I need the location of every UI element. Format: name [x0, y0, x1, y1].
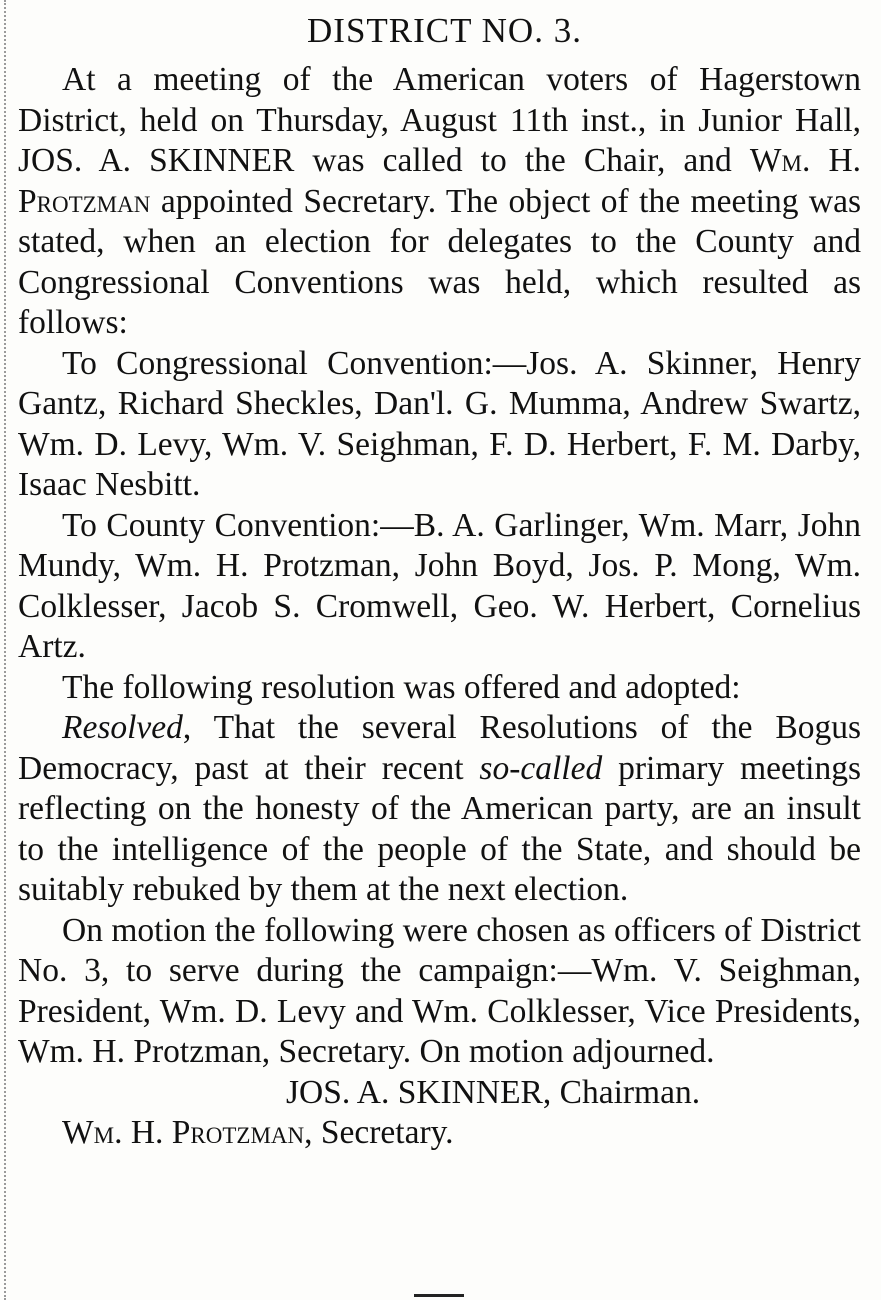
meeting-text: At a meeting of the American voters of Hagerstown District, held on Thursday, August 11th inst., in Junior Hall, JOS. A. SKINNER was called to the Chair, and: [18, 61, 861, 179]
resolution-text-rest: primary meetings reflecting on the honesty of the American party, are an insult to the intelligence of the people of the State, and should be suitably rebuked by them at the next election.: [18, 749, 862, 908]
chairman-signature: JOS. A. SKINNER, Chairman.: [286, 1073, 701, 1111]
resolution-paragraph: [18, 708, 861, 911]
secretary-signature-title: , Secretary.: [304, 1114, 454, 1151]
so-called-word: so-called: [479, 749, 603, 787]
resolution-text: , That the several Resolutions of the Bogus Democracy, past at their recent: [18, 709, 861, 787]
column-rule: [4, 0, 6, 1300]
meeting-text-rest: appointed Secretary. The object of the meeting was stated, when an election for delegates to the County and Congressional Conventions was held, which resulted as follows:: [18, 182, 862, 341]
end-rule: [414, 1294, 464, 1297]
resolved-word: Resolved: [62, 709, 183, 746]
secretary-signature: [62, 1113, 861, 1154]
county-delegates-paragraph: To County Convention:—B. A. Garlinger, Wm. Marr, John Mundy, Wm. H. Protzman, John Boyd, Jos. P. Mong, Wm. Colklesser, Jacob S. Cromwell, Geo. W. Herbert, Cornelius Artz.: [18, 506, 861, 665]
congressional-delegates-paragraph: To Congressional Convention:—Jos. A. Skinner, Henry Gantz, Richard Sheckles, Dan'l. G. Mumma, Andrew Swartz, Wm. D. Levy, Wm. V. Seighman, F. D. Herbert, F. M. Darby, Isaac Nesbitt.: [18, 344, 861, 503]
resolution-intro-paragraph: The following resolution was offered and adopted:: [62, 668, 741, 706]
secretary-name: Wm. H. Protzman: [18, 142, 862, 220]
officers-paragraph: On motion the following were chosen as officers of District No. 3, to serve during the campaign:—Wm. V. Seighman, President, Wm. D. Levy and Wm. Colklesser, Vice Presidents, Wm. H. Protzman, Secretary. On motion adjourned.: [18, 911, 861, 1070]
secretary-signature-name: Wm. H. Protzman: [62, 1114, 305, 1151]
meeting-paragraph: [18, 60, 861, 344]
article: [18, 8, 861, 1154]
article-heading: DISTRICT NO. 3.: [307, 11, 582, 50]
